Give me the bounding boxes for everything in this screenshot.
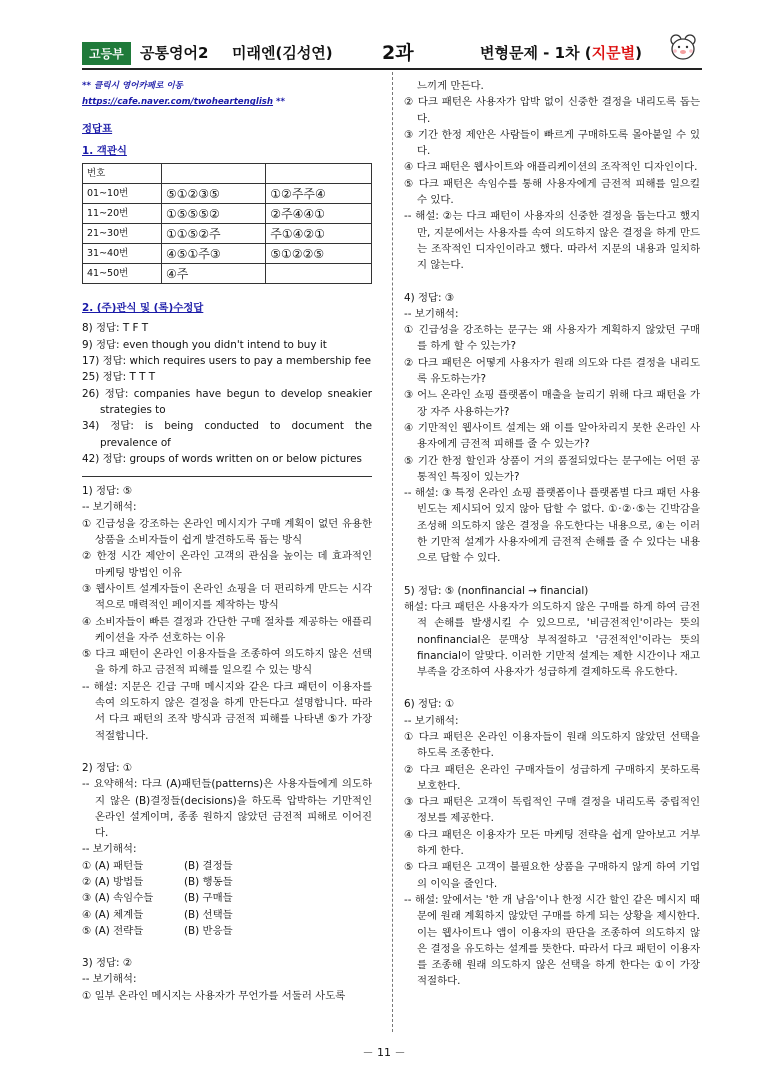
q4-option: ④ 기만적인 웹사이트 설계는 왜 이를 알아차리지 못한 온라인 사용자에게 금전적 피해를 줄 수 있는가?	[404, 421, 700, 451]
q1-option: ② 한정 시간 제안이 온라인 고객의 관심을 높이는 데 효과적인 마케팅 방법인 이유	[82, 550, 372, 579]
mc-title: 1. 객관식	[82, 144, 127, 157]
q1-label: -- 보기해석:	[82, 501, 137, 514]
table-cell: ④주	[162, 264, 266, 284]
q2-label: -- 보기해석:	[82, 843, 137, 856]
level-badge: 고등부	[82, 42, 131, 65]
sub-answer: 8) 정답: T F T	[82, 322, 149, 335]
q6-option: ③ 다크 패턴은 고객이 독립적인 구매 결정을 내리도록 중립적인 정보를 제공한다.	[404, 796, 700, 825]
q3-option: ⑤ 다크 패턴은 속임수를 통해 사용자에게 금전적 피해를 일으킬 수 있다.	[404, 177, 700, 207]
section-rule	[82, 476, 372, 477]
table-cell: ①①⑤②주	[162, 224, 266, 244]
table-row	[83, 204, 372, 224]
q2-option: ① (A) 패턴들 (B) 결정들	[82, 859, 233, 872]
q5-explanation: 해설: 다크 패턴은 사용자가 의도하지 않은 구매를 하게 하여 금전적 손해를 발생시킬 수 있으므로, '비금전적인'이라는 뜻의 nonfinancial은 문맥상 부적절하고 '금전적인'이라는 뜻의 financial이 알맞다. 이러한 기만적 설계는 제한 시간이나 재고 부족을 강조하여 사용자가 성급하게 결제하도록 유도한다.	[404, 600, 700, 679]
sub-answer: 9) 정답: even though you didn't intend to buy it	[82, 338, 327, 351]
q3-option: ① 일부 온라인 메시지는 사용자가 무언가를 서둘러 사도록	[82, 989, 346, 1002]
table-cell: ⑤①②②⑤	[266, 244, 372, 264]
sub-answer-title: 2. (주)관식 및 (록)수정답	[82, 302, 204, 315]
table-cell: ④⑤①주③	[162, 244, 266, 264]
exam-type-title: 변형문제 - 1차 (지문별)	[480, 44, 642, 62]
table-row	[83, 224, 372, 244]
q4-answer: 4) 정답: ③	[404, 291, 455, 304]
q3-option: ④ 다크 패턴은 웹사이트와 애플리케이션의 조작적인 디자인이다.	[404, 161, 698, 174]
answer-table	[82, 163, 372, 284]
q2-option: ⑤ (A) 전략들 (B) 반응들	[82, 924, 233, 937]
q2-option: ③ (A) 속임수들 (B) 구매들	[82, 892, 233, 905]
cafe-link[interactable]: ** 클릭시 영어카페로 이동 https://cafe.naver.com/twoheartenglish **	[82, 81, 286, 108]
q2-option: ② (A) 방법들 (B) 행동들	[82, 875, 233, 888]
q2-answer: 2) 정답: ①	[82, 761, 133, 774]
q4-option: ① 긴급성을 강조하는 문구는 왜 사용자가 계획하지 않았던 구매를 하게 할 수 있는가?	[404, 324, 700, 353]
sub-answer: 25) 정답: T T T	[82, 371, 156, 384]
right-column	[404, 78, 700, 990]
q4-option: ③ 어느 온라인 쇼핑 플랫폼이 매출을 늘리기 위해 다크 패턴을 가장 자주 사용하는가?	[404, 389, 700, 418]
page-number: － 11 －	[362, 1046, 406, 1059]
bear-mascot-icon	[668, 32, 698, 62]
q5-answer: 5) 정답: ⑤ (nonfinancial → financial)	[404, 584, 589, 597]
table-cell	[266, 264, 372, 284]
table-row	[83, 264, 372, 284]
sub-answer: 34) 정답: is being conducted to document the prevalence of	[82, 420, 372, 449]
table-header: 번호	[83, 164, 162, 184]
q2-option: ④ (A) 체계들 (B) 선택들	[82, 908, 233, 921]
q4-option: ② 다크 패턴은 어떻게 사용자가 원래 의도와 다른 결정을 내리도록 유도하는가?	[404, 356, 700, 386]
table-cell: 주①④②①	[266, 224, 372, 244]
q1-option: ① 긴급성을 강조하는 온라인 메시지가 구매 계획이 없던 유용한 상품을 소비자들이 쉽게 발견하도록 돕는 방식	[82, 517, 372, 547]
q3-label: -- 보기해석:	[82, 973, 137, 986]
q4-label: -- 보기해석:	[404, 307, 459, 320]
table-cell: ①②주주④	[266, 184, 372, 204]
table-cell: 11~20번	[83, 204, 162, 224]
q3-explanation: -- 해설: ②는 다크 패턴이 사용자의 신중한 결정을 돕는다고 했지만, 지문에서는 사용자를 속여 의도하지 않은 결정을 하게 만드는 조작적인 디자인이라고 했다. 따라서 지문의 내용과 일치하지 않는다.	[404, 210, 700, 272]
header-rule	[82, 68, 702, 70]
table-row	[83, 184, 372, 204]
q6-label: -- 보기해석:	[404, 714, 459, 727]
q6-option: ④ 다크 패턴은 이용자가 모든 마케팅 전략을 쉽게 알아보고 거부하게 한다.	[404, 828, 700, 858]
table-row	[83, 244, 372, 264]
column-divider	[392, 72, 393, 1032]
subject-title: 공통영어2	[140, 44, 209, 62]
table-cell: ②주④④①	[266, 204, 372, 224]
sub-answer: 17) 정답: which requires users to pay a membership fee	[82, 355, 372, 368]
q6-option: ② 다크 패턴은 온라인 구매자들이 성급하게 구매하지 못하도록 보호한다.	[404, 763, 700, 792]
table-cell: ⑤①②③⑤	[162, 184, 266, 204]
table-cell: 41~50번	[83, 264, 162, 284]
q2-summary: -- 요약해석: 다크 (A)패턴들(patterns)은 사용자들에게 의도하지 않은 (B)결정들(decisions)을 하도록 압박하는 기만적인 온라인 설계이며, 종종 원하지 않았던 금전적 피해로 이어진다.	[82, 778, 372, 840]
q6-option: ① 다크 패턴은 온라인 이용자들이 원래 의도하지 않았던 선택을 하도록 조종한다.	[404, 730, 700, 760]
q6-option: ⑤ 다크 패턴은 고객이 불필요한 상품을 구매하지 않게 하여 기업의 이익을 줄인다.	[404, 861, 700, 890]
q1-option: ④ 소비자들이 빠른 결정과 간단한 구매 절차를 제공하는 애플리케이션을 자주 선호하는 이유	[82, 615, 372, 644]
q4-option: ⑤ 기간 한정 할인과 상품이 거의 품절되었다는 문구에는 어떤 공통적인 특징이 있는가?	[404, 454, 700, 483]
q3-option-cont: 느끼게 만든다.	[417, 80, 484, 92]
left-column	[82, 78, 372, 1004]
q3-option: ② 다크 패턴은 사용자가 압박 없이 신중한 결정을 내리도록 돕는다.	[404, 96, 700, 125]
q1-explanation: -- 해설: 지문은 긴급 구매 메시지와 같은 다크 패턴이 이용자를 속여 의도하지 않은 결정을 하게 만든다고 설명합니다. 따라서 다크 패턴의 조작 방식과 금전적 피해를 나타낸 ⑤가 가장 적절합니다.	[82, 680, 372, 742]
table-cell: 31~40번	[83, 244, 162, 264]
q6-answer: 6) 정답: ①	[404, 698, 455, 711]
q1-answer: 1) 정답: ⑤	[82, 485, 133, 498]
table-row	[83, 164, 372, 184]
table-cell: ①⑤⑤⑤②	[162, 204, 266, 224]
q3-option: ③ 기간 한정 제안은 사람들이 빠르게 구매하도록 몰아붙일 수 있다.	[404, 128, 700, 158]
table-cell: 01~10번	[83, 184, 162, 204]
sub-answer: 26) 정답: companies have begun to develop sneakier strategies to	[82, 387, 372, 416]
table-cell: 21~30번	[83, 224, 162, 244]
page-header	[82, 38, 702, 68]
answer-title: 정답표	[82, 122, 113, 135]
publisher-title: 미래엔(김성연)	[232, 44, 333, 62]
q1-option: ③ 웹사이트 설계자들이 온라인 쇼핑을 더 편리하게 만드는 시각적으로 매력적인 페이지를 제작하는 방식	[82, 582, 372, 612]
q1-option: ⑤ 다크 패턴이 온라인 이용자들을 조종하여 의도하지 않은 선택을 하게 하고 금전적 피해를 일으킬 수 있는 방식	[82, 648, 372, 677]
q6-explanation: -- 해설: 앞에서는 '한 개 남음'이나 한정 시간 할인 같은 메시지 때문에 원래 계획하지 않았던 구매를 하게 되는 상황을 제시한다. 이는 웹사이트나 앱이 이용자의 판단을 조종하여 의도하지 않은 결정을 유도하는 설계를 뜻한다. 따라서 다크 패턴이 이용자를 조종해 원래 의도하지 않은 선택을 하게 한다는 ①이 가장 적절하다.	[404, 893, 700, 988]
lesson-title: 2과	[382, 42, 414, 64]
q3-answer: 3) 정답: ②	[82, 957, 133, 970]
sub-answer: 42) 정답: groups of words written on or below pictures	[82, 452, 362, 465]
q4-explanation: -- 해설: ③ 특정 온라인 쇼핑 플랫폼이나 플랫폼별 다크 패턴 사용 빈도는 제시되어 있지 않아 답할 수 없다. ①·②·⑤는 긴박감을 조성해 의도하지 않은 결정을 유도한다는 내용으로, ④는 이러한 기만적 설계가 사용자에게 금전적 손해를 줄 수 있다는 내용으로 답할 수 있다.	[404, 487, 700, 565]
